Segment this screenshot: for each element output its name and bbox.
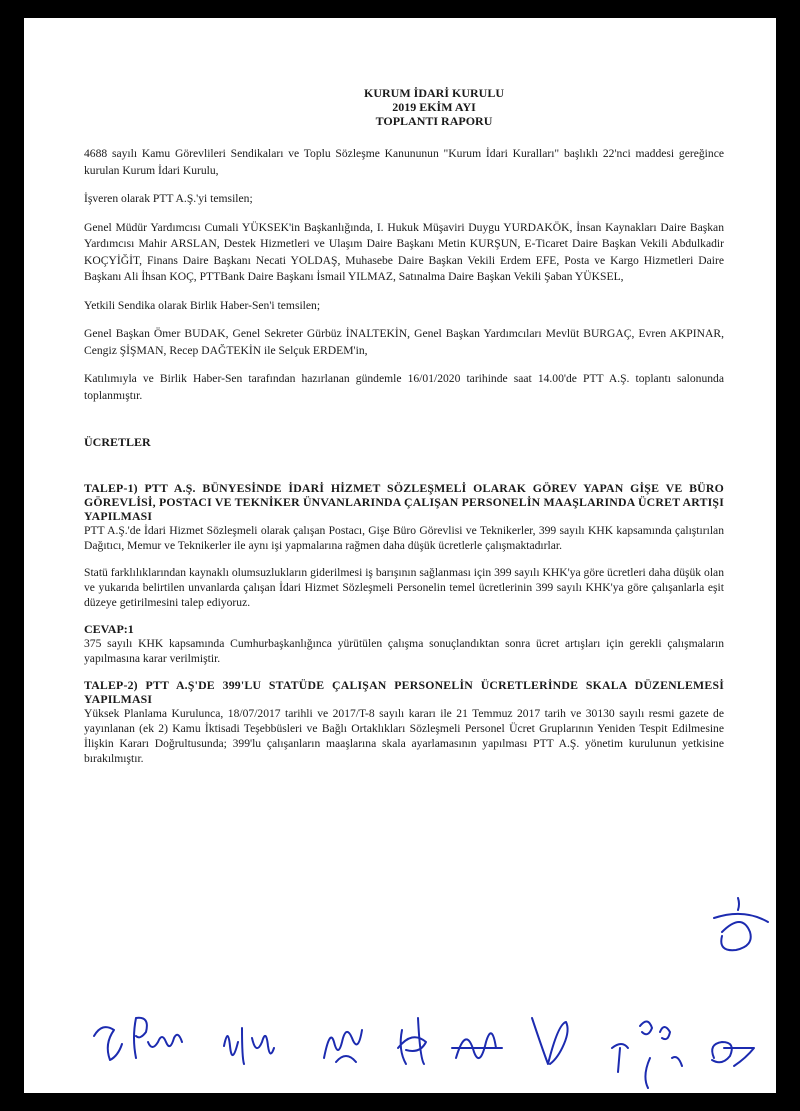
answer-1-text: 375 sayılı KHK kapsamında Cumhurbaşkanlığınca yürütülen çalışma sonuçlandıktan sonra ücret artışları için gerekli çalışmaların yapılmasına karar verilmiştir. [84,636,724,665]
employer-representatives: Genel Müdür Yardımcısı Cumali YÜKSEK'in Başkanlığında, I. Hukuk Müşaviri Duygu YURDAKÖK, İnsan Kaynakları Daire Başkan Yardımcısı Mahir ARSLAN, Destek Hizmetleri ve Ulaşım Daire Başkanı Metin KURŞUN, E-Ticaret Daire Başkan Vekili Abdulkadir KOÇYİĞİT, Finans Daire Başkanı Necati YOLDAŞ, Muhasebe Daire Başkan Vekili Erdem EFE, Posta ve Kargo Hizmetleri Daire Başkanı Ali İhsan KOÇ, PTTBank Daire Başkanı İsmail YILMAZ, Satınalma Daire Başkan Vekili Şaban YÜKSEL, [84,220,724,283]
signature-10 [714,898,768,950]
signature-8 [612,1021,682,1088]
request-2-text: Yüksek Planlama Kurulunca, 18/07/2017 tarihli ve 2017/T-8 sayılı kararı ile 21 Temmuz 2017 tarih ve 30130 sayılı resmi gazete de yayınlanan (ek 2) Kamu İktisadi Teşebbüsleri ve Bağlı Ortaklıkları Sözleşmeli Personel Ücret Gruplarının Yeniden Tespit Edilmesine İlişkin Kararı Doğrultusunda; 399'lu çalışanların maaşlarına skala ayarlamasının yapılması PTT A.Ş. yönetim kurulunun yetkisine bırakılmıştır. [84,706,724,765]
employer-line: İşveren olarak PTT A.Ş.'yi temsilen; [84,192,253,205]
title-block [144,86,724,128]
signature-3 [224,1028,274,1064]
title-line-3: TOPLANTI RAPORU [375,114,493,128]
union-representatives: Genel Başkan Ömer BUDAK, Genel Sekreter Gürbüz İNALTEKİN, Genel Başkan Yardımcıları Mevlüt BURGAÇ, Evren AKPINAR, Cengiz ŞİŞMAN, Recep DAĞTEKİN ile Selçuk ERDEM'in, [84,327,724,357]
meeting-paragraph: Katılımıyla ve Birlik Haber-Sen tarafından hazırlanan gündemle 16/01/2020 tarihinde saat 14.00'de PTT A.Ş. toplantı salonunda toplanmıştır. [84,372,724,402]
section-title: ÜCRETLER [84,435,151,449]
title-line-2: 2019 EKİM AYI [392,100,476,114]
answer-1-title: CEVAP:1 [84,621,134,636]
union-line: Yetkili Sendika olarak Birlik Haber-Sen'i temsilen; [84,298,321,312]
signature-2 [134,1018,182,1058]
request-1-paragraph-1: PTT A.Ş.'de İdari Hizmet Sözleşmeli olarak çalışan Postacı, Gişe Büro Görevlisi ve Teknikerler, 399 sayılı KHK kapsamında çalıştırılan Dağıtıcı, Memur ve Teknikerler ile aynı işi yapmalarına rağmen daha düşük ücretlerle çalışmaktadırlar. [84,523,724,552]
signature-6 [452,1033,502,1058]
signature-4 [324,1030,362,1062]
request-1-paragraph-2: Statü farklılıklarından kaynaklı olumsuzlukların giderilmesi iş barışının sağlanması için 399 sayılı KHK'ya göre ücretleri daha düşük olan ve yukarıda belirtilen unvanlarda çalışan İdari Hizmet Sözleşmeli Personelin temel ücretlerinin 399 sayılı KHK'ya göre çalışanlarla eşit düzeye getirilmesini talep ediyoruz. [84,565,724,609]
title-line-1: KURUM İDARİ KURULU [364,86,504,100]
intro-paragraph: 4688 sayılı Kamu Görevlileri Sendikaları ve Toplu Sözleşme Kanununun "Kurum İdari Kuralları" başlıklı 22'nci maddesi gereğince kurulan Kurum İdari Kurulu, [84,147,724,177]
document-body [84,86,724,766]
document-page [24,18,776,1093]
signature-1 [94,1027,122,1060]
request-1-title: TALEP-1) PTT A.Ş. BÜNYESİNDE İDARİ HİZMET SÖZLEŞMELİ OLARAK GÖREV YAPAN GİŞE VE BÜRO GÖREVLİSİ, POSTACI VE TEKNİKER ÜNVANLARINDA ÇALIŞAN PERSONELİN MAAŞLARINDA ÜCRET ARTIŞI YAPILMASI [84,480,724,523]
signature-7 [532,1018,568,1064]
request-2-title: TALEP-2) PTT A.Ş'DE 399'LU STATÜDE ÇALIŞAN PERSONELİN ÜCRETLERİNDE SKALA DÜZENLEMESİ YAPILMASI [84,677,724,706]
signature-5 [398,1018,426,1064]
signature-9 [712,1042,754,1066]
